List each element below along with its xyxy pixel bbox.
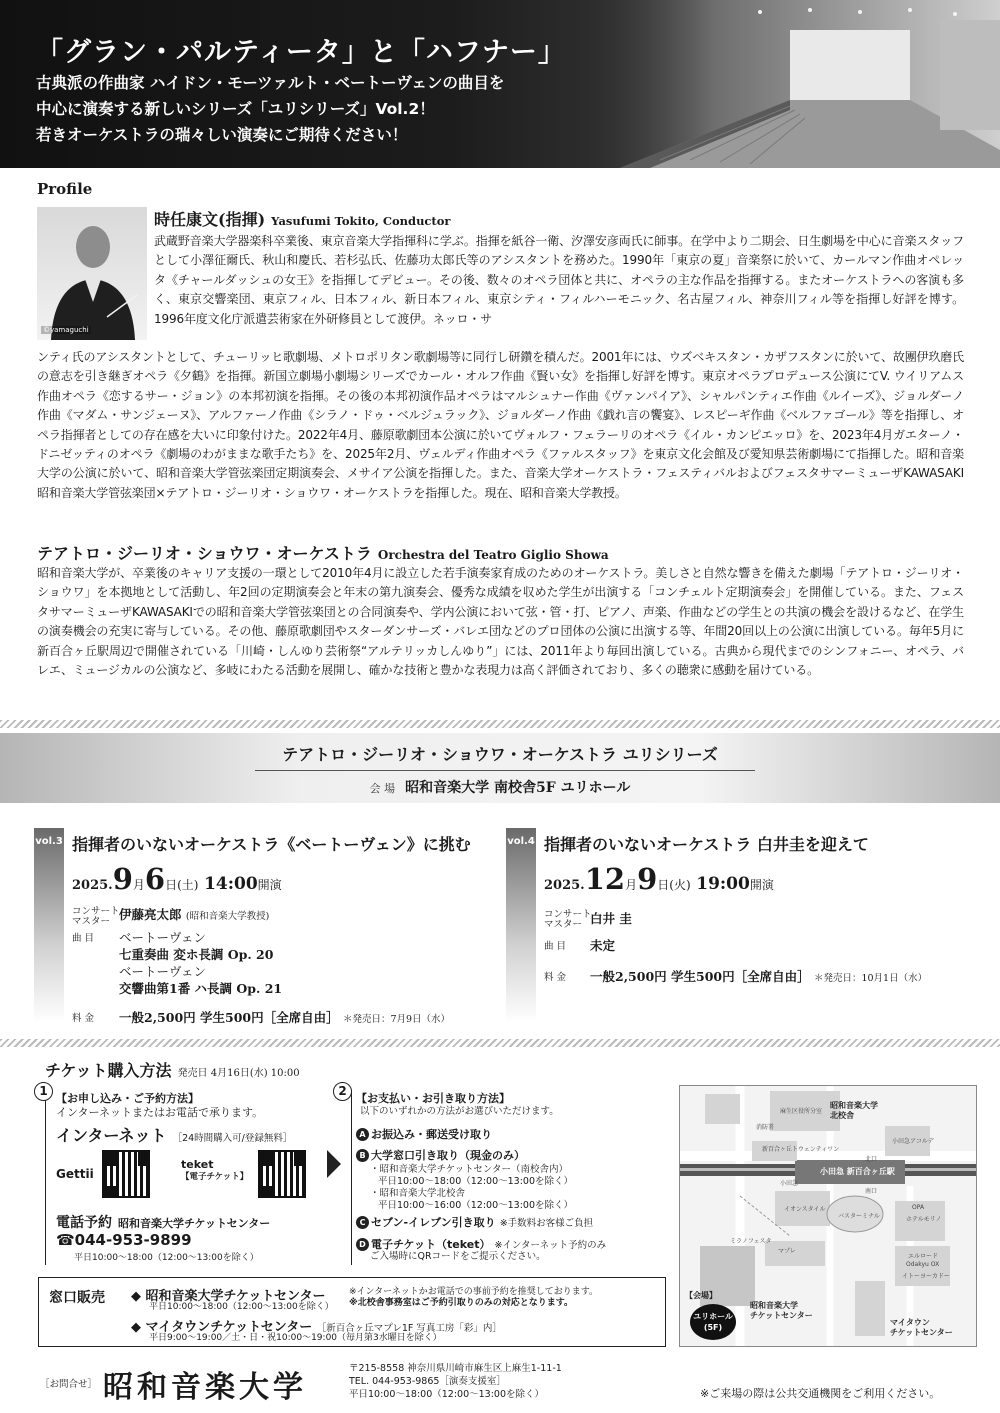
window-row-2-hours: 平日9:00～19:00／土・日・祝10:00～19:00（毎月第3水曜日を除く）	[149, 1333, 442, 1343]
arrow-right-icon	[327, 1150, 341, 1178]
concert-master: 伊藤亮太郎 (昭和音楽大学教授)	[119, 907, 270, 922]
gettii-label: Gettii	[56, 1167, 94, 1181]
step1-lead: インターネットまたはお電話で承ります。	[56, 1106, 264, 1119]
option-d-details: ご入場時にQRコードをご提示ください。	[370, 1251, 546, 1262]
conductor-bio-continued: ンティ氏のアシスタントとして、チューリッヒ歌劇場、メトロポリタン歌劇場等に同行し研鑽を積んだ。2001年には、ウズベキスタン・カザフスタンに於いて、故團伊玖磨氏の意志を引き継ぎオペラ《夕鶴》を指揮。新国立劇場小劇場シリーズでカール・オルフ作曲《賢い女》を指揮し好評を博す。東京オペラプロデュース公演にてV. ウイリアムス作曲オペラ《恋するサー・ジョン》の本邦初演を指揮。その後の本邦初演作品オペラはマルシュナー作曲《ヴァンパイア》、シャルパンティエ作曲《ルイーズ》、ジョルダーノ作曲《マダム・サンジェーヌ》、アルファーノ作曲《シラノ・ドゥ・ベルジュラック》、ジョルダーノ作曲《戯れ言の饗宴》、レスピーギ作曲《ベルファゴール》等を指揮し、オペラ指揮者としての存在感を大いに印象付けた。2022年4月、藤原歌劇団本公演に於いてヴォルフ・フェラーリのオペラ《イル・カンピエッロ》を、2023年4月ガエターノ・ドニゼッティのオペラ《劇場のわがままな歌手たち》を、2025年2月、ヴェルディ作曲オペラ《ファルスタッフ》を東京文化会館及び愛知県芸術劇場にて指揮した。昭和音楽大学の公演に於いて、昭和音楽大学管弦楽団定期演奏会、メサイア公演を指揮した。また、音楽大学オーケストラ・フェスティバルおよびフェスタサマーミューザKAWASAKI昭和音楽大学管弦楽団×テアトロ・ジーリオ・ショウワ・オーケストラを指揮した。現在、昭和音楽大学教授。	[37, 350, 964, 500]
hero-title: 「グラン・パルティータ」と「ハフナー」	[36, 37, 566, 68]
concert-title: 指揮者のいないオーケストラ《ベートーヴェン》に挑む	[72, 835, 471, 854]
option-d: D 電子チケット（teket） ※インターネット予約のみ	[356, 1236, 606, 1252]
vol-badge: vol.3	[34, 828, 64, 1022]
concert-date: 2025.9月6日(土) 14:00開演	[72, 862, 282, 896]
phone-number[interactable]: ☎044-953-9899	[56, 1231, 192, 1249]
divider	[0, 720, 1000, 728]
window-row-1-hours: 平日10:00～18:00（12:00～13:00を除く）	[149, 1302, 334, 1312]
map-label: 小田急	[780, 1180, 799, 1187]
option-c: C セブン-イレブン引き取り ※手数料お客様ご負担	[356, 1214, 593, 1230]
map-label: 小田急アコルデ	[892, 1138, 934, 1145]
map-label: Odakyu OX	[906, 1261, 940, 1268]
window-sales-heading: 窓口販売	[49, 1290, 105, 1306]
map-label: ホテルモリノ	[906, 1216, 942, 1223]
window-row-2: ◆ マイタウンチケットセンター ［新百合ヶ丘マプレ1F 写真工房「彩」内］	[131, 1320, 502, 1335]
teket-qr-code[interactable]	[258, 1150, 306, 1198]
concert-title: 指揮者のいないオーケストラ 白井圭を迎えて	[544, 835, 869, 854]
ticket-heading: チケット購入方法 発売日 4月16日(水) 10:00	[45, 1061, 300, 1080]
option-b-details: ・昭和音楽大学チケットセンター（南校舎内） 平日10:00～18:00（12:00～13:00を除く） ・昭和音楽大学北校舎 平日10:00～16:00（12:00～13:00を除く）	[370, 1164, 574, 1211]
step2-heading: 【お支払い・お引き取り方法】	[356, 1092, 510, 1105]
gettii-qr-code[interactable]	[102, 1150, 150, 1198]
option-a: A お振込み・郵送受け取り	[356, 1126, 492, 1142]
step1-box	[45, 1090, 323, 1265]
hero-description	[36, 70, 504, 148]
master-label: コンサート マスター	[544, 909, 592, 930]
step1-number: 1	[34, 1082, 53, 1101]
concert-master: 白井 圭	[590, 911, 632, 926]
conductor-photo	[37, 207, 147, 340]
conductor-name-en: Yasufumi Tokito, Conductor	[271, 214, 451, 228]
map-label: バスターミナル	[838, 1213, 880, 1220]
map-venue-label: 【会場】	[685, 1291, 717, 1300]
venue-label: 会 場	[369, 782, 396, 795]
window-row-1: ◆ 昭和音楽大学チケットセンター	[131, 1289, 326, 1304]
price: 一般2,500円 学生500円［全席自由］ ＊発売日：7月9日（水）	[119, 1010, 451, 1025]
hero-line: 若きオーケストラの瑞々しい演奏にご期待ください！	[36, 126, 408, 144]
series-title: テアトロ・ジーリオ・ショウワ・オーケストラ ユリシリーズ	[282, 745, 718, 764]
teket-label: teket 【電子チケット】	[181, 1158, 249, 1182]
option-b-icon: B	[356, 1149, 369, 1162]
map-label: 麻生区役所分室	[780, 1108, 823, 1115]
hero-banner	[0, 0, 1000, 168]
option-b: B 大学窓口引き取り（現金のみ）	[356, 1147, 525, 1163]
map-note: ※ご来場の際は公共交通機関をご利用ください。	[700, 1387, 941, 1400]
step1-heading: 【お申し込み・ご予約方法】	[56, 1092, 199, 1105]
contact-address: 〒215-8558 神奈川県川崎市麻生区上麻生1-11-1 TEL. 044-953-9865［演奏支援室］ 平日10:00～18:00（12:00～13:00を除く）	[349, 1363, 562, 1400]
map-ticket-center: 昭和音楽大学 チケットセンター	[750, 1301, 813, 1320]
series-venue	[0, 777, 1000, 797]
concert-hall-photo	[560, 0, 1000, 168]
vol-badge: vol.4	[506, 828, 536, 1022]
map-label: マプレ	[778, 1248, 796, 1255]
map-north-campus: 昭和音楽大学 北校舎	[830, 1101, 878, 1120]
program-list: 未定	[590, 938, 616, 953]
map-label: 消防署	[756, 1124, 775, 1131]
phone-hours: 平日10:00～18:00（12:00～13:00を除く）	[74, 1253, 259, 1263]
map-mytown: マイタウン チケットセンター	[890, 1318, 953, 1337]
access-map	[679, 1085, 977, 1347]
price-label: 料 金	[544, 972, 567, 983]
conductor-name	[154, 207, 450, 230]
map-label: イオンスタイル	[784, 1206, 826, 1213]
map-station: 小田急 新百合ヶ丘駅	[820, 1167, 895, 1176]
hero-line: 中心に演奏する新しいシリーズ「ユリシリーズ」Vol.2！	[36, 100, 435, 118]
orchestra-name	[37, 541, 609, 564]
divider	[0, 1039, 1000, 1047]
series-band	[0, 733, 1000, 803]
map-label: イトーヨーカドー	[902, 1273, 950, 1280]
step2-lead: 以下のいずれかの方法がお選びいただけます。	[360, 1106, 559, 1117]
phone-heading: 電話予約 昭和音楽大学チケットセンター	[56, 1215, 271, 1231]
concert-date: 2025.12月9日(火) 19:00開演	[544, 862, 774, 896]
internet-label: インターネット ［24時間購入可/登録無料］	[56, 1126, 293, 1145]
venue-name: 昭和音楽大学 南校舎5F ユリホール	[405, 780, 631, 796]
program-list: ベートーヴェン 七重奏曲 変ホ長調 Op. 20 ベートーヴェン 交響曲第1番 ハ長調 Op. 21	[119, 930, 283, 996]
map-label: エルロード	[908, 1253, 939, 1260]
step2-number: 2	[333, 1082, 352, 1101]
program-label: 曲 目	[72, 933, 95, 944]
hero-line: 古典派の作曲家 ハイドン・モーツァルト・ベートーヴェンの曲目を	[36, 74, 505, 92]
price-label: 料 金	[72, 1013, 95, 1024]
map-label: ミラノフェスタ	[730, 1238, 772, 1245]
orchestra-bio: 昭和音楽大学が、卒業後のキャリア支援の一環として2010年4月に設立した若手演奏家育成のためのオーケストラ。美しさと自然な響きを備えた劇場「テアトロ・ジーリオ・ショウワ」を本拠地として活動し、年2回の定期演奏会と年末の第九演奏会、優秀な成績を収めた学生が出演する「コンチェルト定期演奏会」を開催している。また、フェスタサマーミューザKAWASAKIでの昭和音楽大学管弦楽団との合同演奏や、学内公演において弦・管・打、ピアノ、声楽、作曲などの学生との共演の機会を設けるなど、在学生の演奏機会の充実に寄与している。その他、藤原歌劇団やスターダンサーズ・バレエ団などのプロ団体の公演に出演する等、年間20回以上の公演に出演している。毎年5月に新百合ヶ丘駅周辺で開催されている「川崎・しんゆり芸術祭“アルテリッカしんゆり”」には、2011年より毎回出演している。古典から現代までのシンフォニー、オペラ、バレエ、ミュージカルの公演など、多岐にわたる活動を展開し、確かな技術と豊かな表現力は高く評価されており、多くの聴衆に感動を届けている。	[37, 566, 964, 678]
master-label: コンサート マスター	[72, 906, 120, 927]
option-c-icon: C	[356, 1216, 369, 1229]
conductor-bio: 武蔵野音楽大学器楽科卒業後、東京音楽大学指揮科に学ぶ。指揮を紙谷一衛、汐澤安彦両氏に師事。在学中より二期会、日生劇場を中心に音楽スタッフとして小澤征爾氏、秋山和慶氏、若杉弘氏、佐藤功太郎氏等のアシスタントを務めた。1990年「東京の夏」音楽祭に於いて、カールマン作曲オペレッタ《チャールダッシュの女王》を指揮してデビュー。その後、数々のオペラ団体と共に、オペラの主な作品を指揮する。またオーケストラへの客演も多く、東京交響楽団、東京フィル、日本フィル、新日本フィル、東京シティ・フィルハーモニック、名古屋フィル、神奈川フィル等を指揮し好評を博す。1996年度文化庁派遣芸術家在外研修員として渡伊。ネッロ・サ	[154, 234, 964, 326]
window-sales-box	[38, 1277, 666, 1347]
conductor-portrait-icon	[37, 207, 147, 340]
map-label: 南口	[865, 1188, 878, 1195]
map-label: OPA	[912, 1204, 925, 1211]
map-label: 北口	[865, 1156, 878, 1163]
map-label: 新百合ヶ丘トウェンティワン	[762, 1146, 840, 1153]
window-row-1-notes: ※インターネットかお電話での事前予約を推奨しております。 ※北校舎事務室はご予約引取りのみの対応となります。	[349, 1287, 599, 1308]
orchestra-name-en: Orchestra del Teatro Giglio Showa	[377, 548, 609, 562]
orchestra-name-ja: テアトロ・ジーリオ・ショウワ・オーケストラ	[37, 544, 372, 563]
option-a-icon: A	[356, 1128, 369, 1141]
program-label: 曲 目	[544, 941, 567, 952]
price: 一般2,500円 学生500円［全席自由］ ＊発売日：10月1日（水）	[590, 969, 928, 984]
contact-label: ［お問合せ］	[40, 1379, 98, 1390]
university-logo-text: 昭和音楽大学	[103, 1370, 307, 1405]
photo-credit: ©yamaguchi	[43, 326, 89, 334]
series-rule	[255, 770, 755, 771]
conductor-name-ja: 時任康文(指揮)	[154, 210, 266, 229]
option-d-icon: D	[356, 1238, 369, 1251]
map-hall-marker: ユリホール (5F)	[690, 1304, 736, 1340]
profile-heading: Profile	[37, 180, 93, 198]
